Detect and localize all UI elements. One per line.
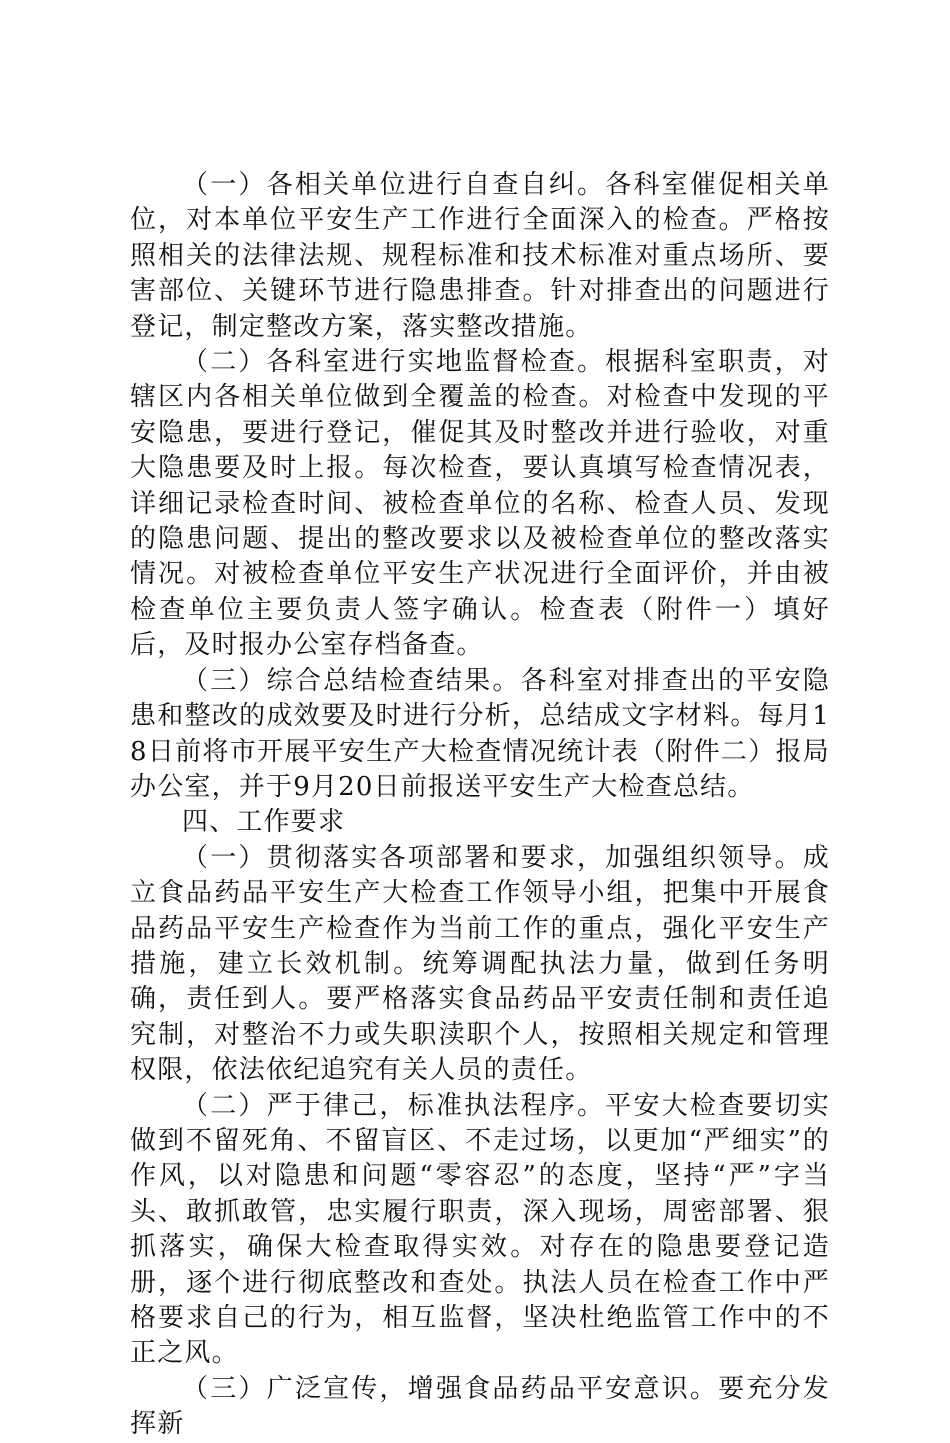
paragraph-publicity: （三）广泛宣传，增强食品药品平安意识。要充分发挥新 [130,1373,830,1440]
section-heading-work-requirements: 四、工作要求 [182,807,346,838]
document-body [130,168,830,1443]
paragraph-field-supervision: （二）各科室进行实地监督检查。根据科室职责，对辖区内各相关单位做到全覆盖的检查。对检查中发现的平安隐患，要进行登记，催促其及时整改并进行验收，对重大隐患要及时上报。每次检查，要认真填写检查情况表，详细记录检查时间、被检查单位的名称、检查人员、发现的隐患问题、提出的整改要求以及被检查单位的整改落实情况。对被检查单位平安生产状况进行全面评价，并由被检查单位主要负责人签字确认。检查表（附件一）填好后，及时报办公室存档备查。 [130,347,830,661]
paragraph-self-inspection: （一）各相关单位进行自查自纠。各科室催促相关单位，对本单位平安生产工作进行全面深入的检查。严格按照相关的法律法规、规程标准和技术标准对重点场所、要害部位、关键环节进行隐患排查。针对排查出的问题进行登记，制定整改方案，落实整改措施。 [130,170,830,342]
paragraph-law-enforcement: （二）严于律己，标准执法程序。平安大检查要切实做到不留死角、不留盲区、不走过场，以更加“严细实”的作风，以对隐患和问题“零容忍”的态度，坚持“严”字当头、敢抓敢管，忠实履行职责，深入现场，周密部署、狠抓落实，确保大检查取得实效。对存在的隐患要登记造册，逐个进行彻底整改和查处。执法人员在检查工作中严格要求自己的行为，相互监督，坚决杜绝监管工作中的不正之风。 [130,1090,830,1369]
paragraph-summary-results: （三）综合总结检查结果。各科室对排查出的平安隐患和整改的成效要及时进行分析，总结成文字材料。每月18日前将市开展平安生产大检查情况统计表（附件二）报局办公室，并于9月20日前报送平安生产大检查总结。 [130,665,830,802]
paragraph-organization-leadership: （一）贯彻落实各项部署和要求，加强组织领导。成立食品药品平安生产大检查工作领导小组，把集中开展食品药品平安生产检查作为当前工作的重点，强化平安生产措施，建立长效机制。统筹调配执法力量，做到任务明确，责任到人。要严格落实食品药品平安责任制和责任追究制，对整治不力或失职渎职个人，按照相关规定和管理权限，依法依纪追究有关人员的责任。 [130,842,830,1086]
